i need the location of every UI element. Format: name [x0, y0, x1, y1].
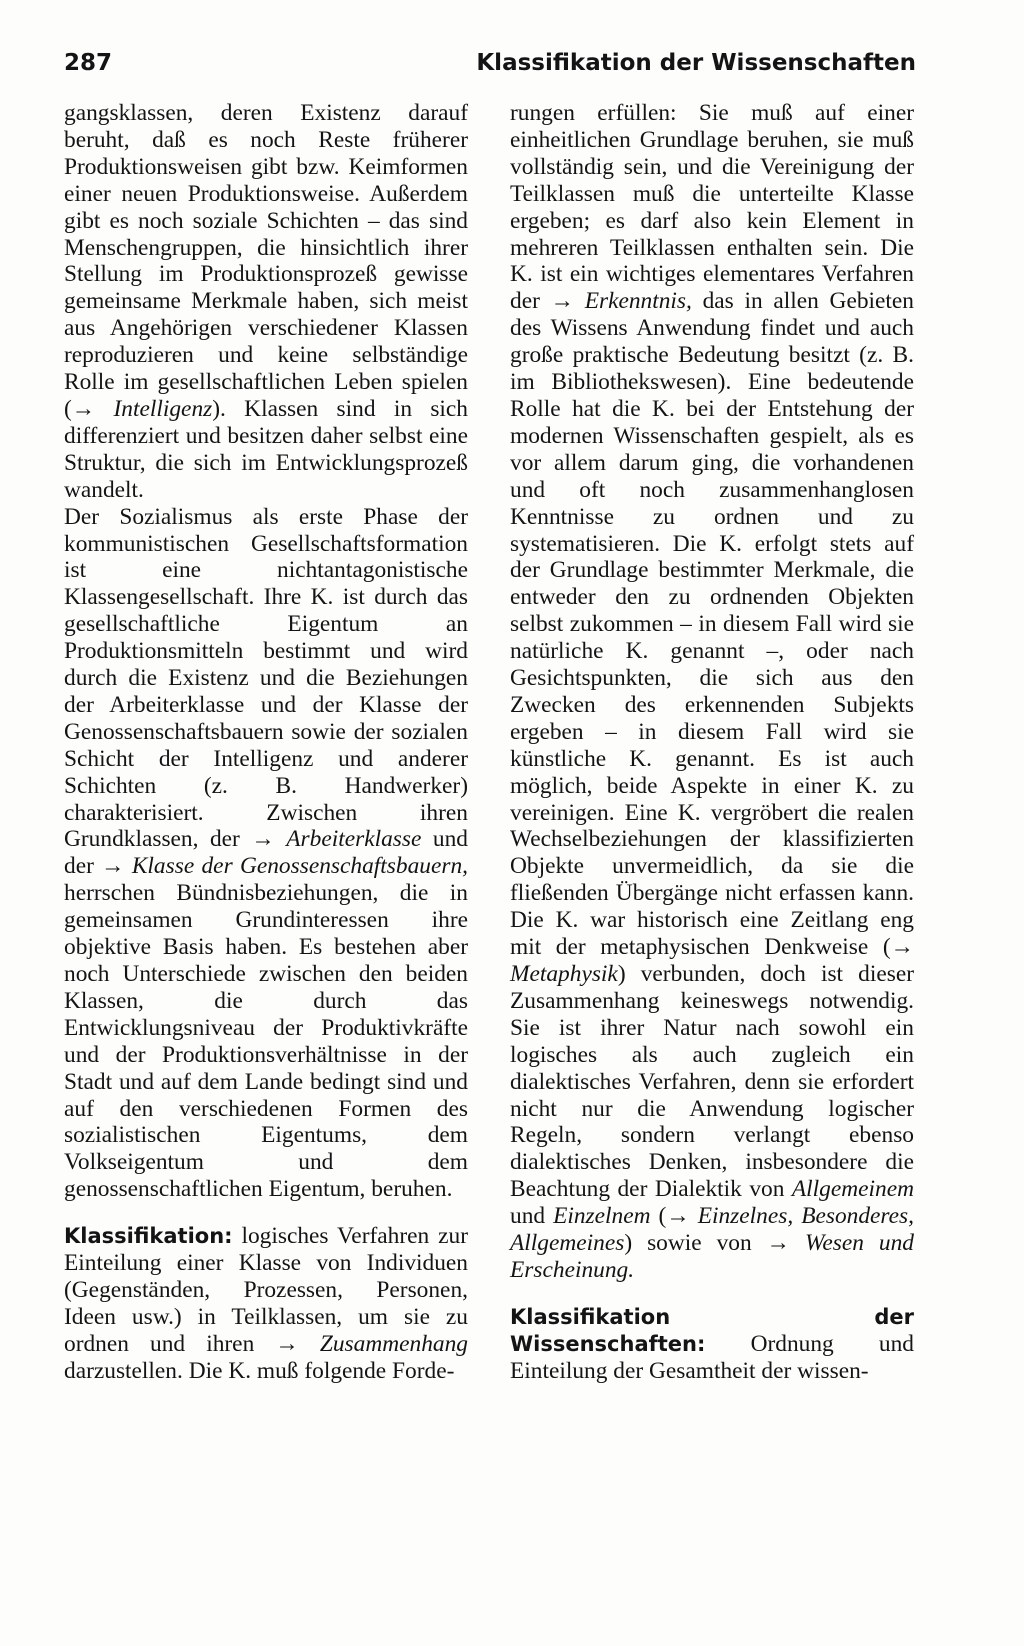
- cross-reference-arrow: →: [766, 1230, 806, 1257]
- right-column: [510, 100, 914, 1385]
- emphasis-term: Einzelnem: [553, 1203, 651, 1230]
- cross-reference-arrow: →: [890, 934, 914, 961]
- cross-reference[interactable]: Intelligenz: [113, 395, 213, 422]
- page-number: 287: [64, 50, 113, 76]
- cross-reference[interactable]: Klasse der Genossenschaftsbauern,: [131, 853, 468, 880]
- running-title: Klassifikation der Wissenschaften: [476, 50, 916, 76]
- cross-reference-arrow: →: [550, 288, 585, 315]
- page-header: [64, 46, 916, 80]
- entry-klassifikation-der-wissenschaften: Klassifikation der Wissenschaften: Ordnung und Einteilung der Gesamtheit der wissen-: [510, 1304, 914, 1384]
- cross-reference[interactable]: Arbeiterklasse: [286, 826, 422, 853]
- cross-reference[interactable]: Einzelnes, Besonderes, Allgemeines: [510, 1203, 914, 1257]
- paragraph-classes-continued: gangsklassen, deren Existenz darauf beruht, daß es noch Reste früherer Produktionsweisen gibt bzw. Keimformen einer neuen Produktionsweise. Außerdem gibt es noch soziale Schichten – das sind Menschengruppen, die hinsichtlich ihrer Stellung im Produktionsprozeß gewisse gemeinsame Merkmale haben, sich meist aus Angehörigen verschiedener Klassen reproduzieren und keine selbständige Rolle im gesellschaftlichen Leben spielen (→ Intelligenz). Klassen sind in sich differenziert und besitzen daher selbst eine Struktur, die sich im Entwicklungsprozeß wandelt.: [64, 100, 468, 503]
- emphasis-term: Allgemeinem: [791, 1176, 914, 1203]
- paragraph-klassifikation-continued: rungen erfüllen: Sie muß auf einer einheitlichen Grundlage beruhen, sie muß vollständig sein, und die Vereinigung der Teilklassen muß die unterteilte Klasse ergeben; es darf also kein Element in mehreren Teilklassen enthalten sein. Die K. ist ein wichtiges elementares Verfahren der → Erkenntnis, das in allen Gebieten des Wissens Anwendung findet und auch große praktische Bedeutung besitzt (z. B. im Bibliothekswesen). Eine bedeutende Rolle hat die K. bei der Entstehung der modernen Wissenschaften gespielt, als es vor allem darum ging, die vorhandenen und oft noch zusammenhanglosen Kenntnisse zu ordnen und zu systematisieren. Die K. erfolgt stets auf der Grundlage bestimmter Merkmale, die entweder den zu ordnenden Objekten selbst zukommen – in diesem Fall wird sie natürliche K. genannt –, oder nach Gesichtspunkten, die sich aus den Zwecken des erkennenden Subjekts ergeben – in diesem Fall wird sie künstliche K. genannt. Es ist auch möglich, beide Aspekte in einer K. zu vereinigen. Eine K. vergröbert die realen Wechselbeziehungen der klassifizierten Objekte unvermeidlich, da sie die fließenden Übergänge nicht erfassen kann. Die K. war historisch eine Zeitlang eng mit der metaphysischen Denkweise (→ Metaphysik) verbunden, doch ist dieser Zusammenhang keineswegs notwendig. Sie ist ihrer Natur nach sowohl ein logisches als auch zugleich ein dialektisches Verfahren, denn sie erfordert nicht nur die Anwendung logischer Regeln, sondern verlangt ebenso dialektisches Denken, insbesondere die Beachtung der Dialektik von Allgemeinem und Einzelnem (→ Einzelnes, Besonderes, Allgemeines) sowie von → Wesen und Erscheinung.: [510, 100, 914, 1283]
- entry-headword: Klassifikation:: [64, 1224, 233, 1249]
- cross-reference-arrow: →: [275, 1330, 320, 1357]
- left-column: [64, 100, 468, 1385]
- cross-reference[interactable]: Erkenntnis,: [584, 288, 692, 315]
- entry-klassifikation: Klassifikation: logisches Verfahren zur Einteilung einer Klasse von Individuen (Gegenständen, Prozessen, Personen, Ideen usw.) in Teilklassen, um sie zu ordnen und ihren → Zusammenhang darzustellen. Die K. muß folgende Forde-: [64, 1223, 468, 1384]
- cross-reference[interactable]: Zusammenhang: [319, 1330, 468, 1357]
- entry-headword: Klassifikation der Wissenschaften:: [510, 1304, 914, 1356]
- cross-reference-arrow: →: [101, 853, 132, 880]
- cross-reference-arrow: →: [666, 1203, 698, 1230]
- cross-reference-arrow: →: [71, 395, 114, 422]
- paragraph-socialism: Der Sozialismus als erste Phase der kommunistischen Gesellschaftsformation ist eine nichtantagonistische Klassengesellschaft. Ihre K. ist durch das gesellschaftliche Eigentum an Produktionsmitteln bestimmt und wird durch die Existenz und die Beziehungen der Arbeiterklasse und der Klasse der Genossenschaftsbauern sowie der sozialen Schicht der Intelligenz und anderer Schichten (z. B. Handwerker) charakterisiert. Zwischen ihren Grundklassen, der → Arbeiterklasse und der → Klasse der Genossenschaftsbauern, herrschen Bündnisbeziehungen, die in gemeinsamen Grundinteressen ihre objektive Basis haben. Es bestehen aber noch Unterschiede zwischen den beiden Klassen, die durch das Entwicklungsniveau der Produktivkräfte und der Produktionsverhältnisse in der Stadt und auf dem Lande bedingt sind und auf den verschiedenen Formen des sozialistischen Eigentums, dem Volkseigentum und dem genossenschaftlichen Eigentum, beruhen.: [64, 503, 468, 1203]
- cross-reference-arrow: →: [251, 826, 287, 853]
- cross-reference[interactable]: Metaphysik: [510, 961, 618, 987]
- cross-reference[interactable]: Wesen und Erscheinung.: [510, 1230, 914, 1283]
